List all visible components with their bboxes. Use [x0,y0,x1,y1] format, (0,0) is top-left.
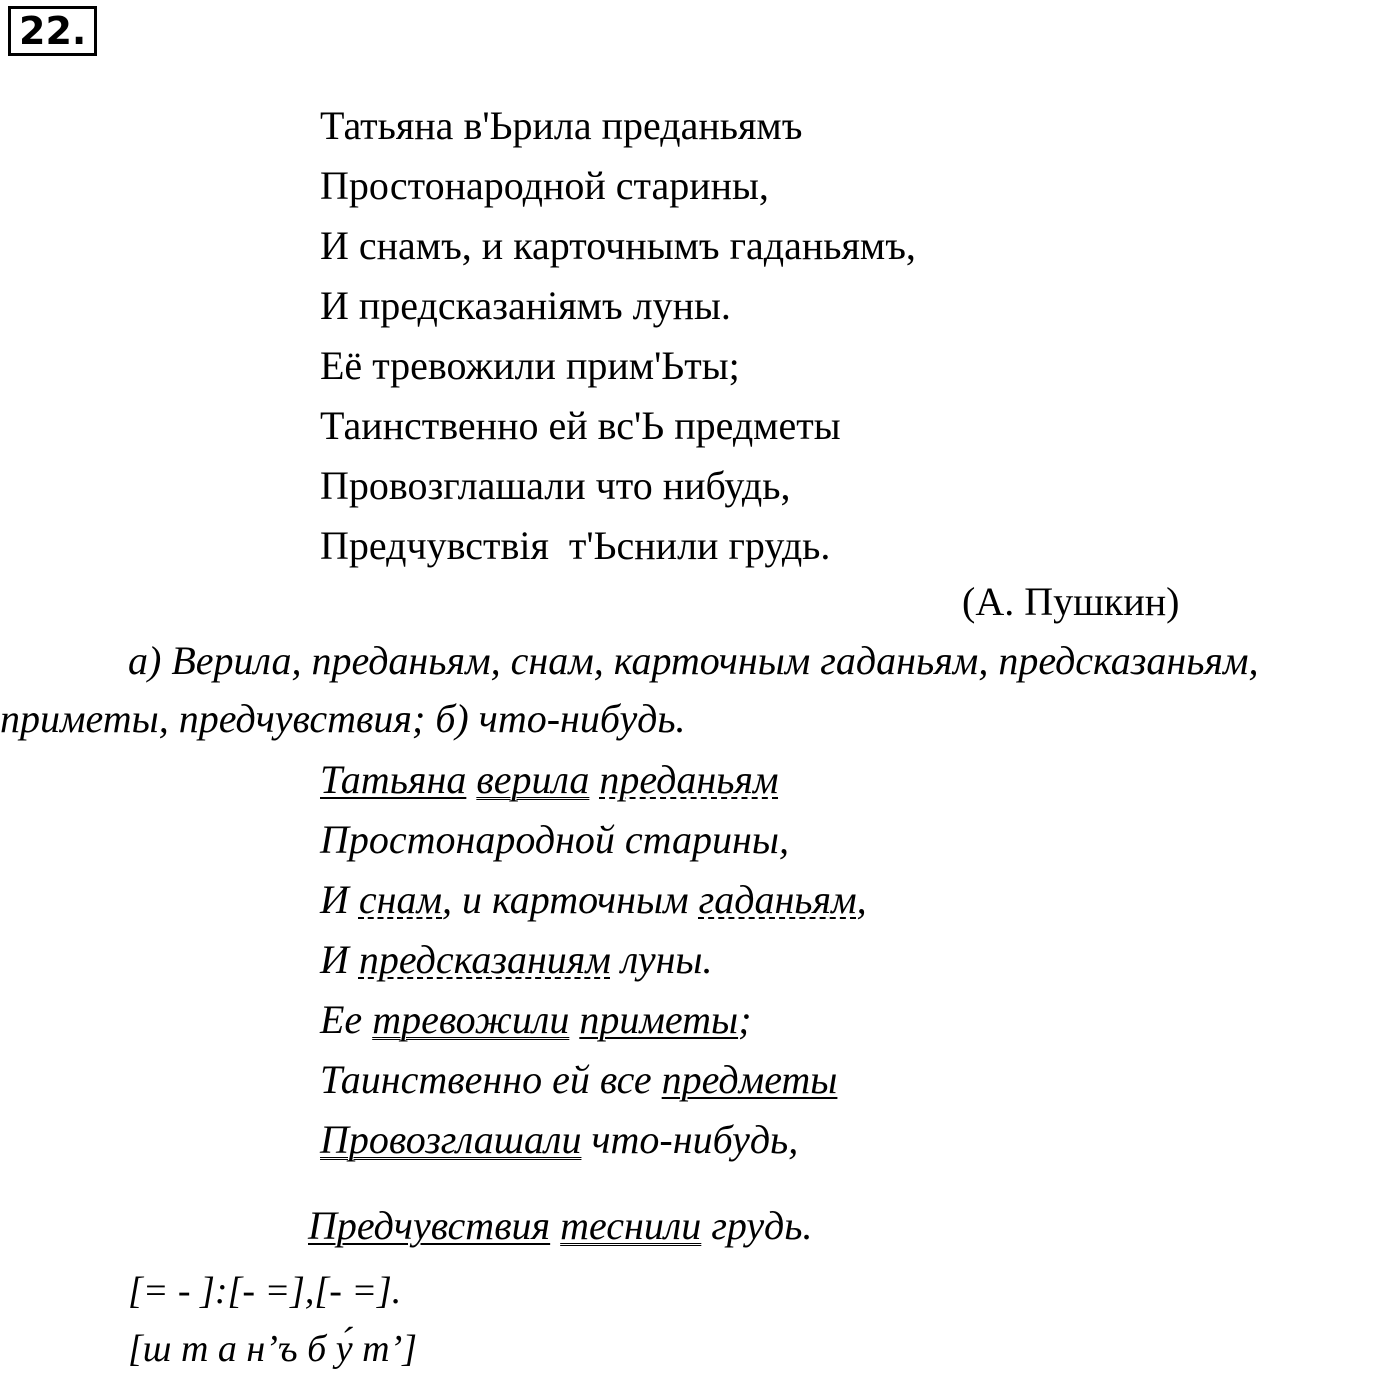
poem-line: И снамъ, и карточнымъ гаданьямъ, [320,223,916,268]
parsed-line [320,930,867,990]
sentence-scheme [128,1262,417,1378]
transcription-line: [ш т а н’ъ б у́ т’] [128,1328,418,1370]
plain-text: грудь. [701,1203,813,1248]
object-word: снам [358,877,443,922]
object-word: преданьям [599,757,779,802]
plain-text: что-нибудь, [581,1117,799,1162]
predicate-word: верила [476,757,590,802]
plain-text: ; [738,997,752,1042]
plain-text: луны. [610,937,713,982]
predicate-word: теснили [560,1203,702,1248]
poem-line: И предсказаніямъ луны. [320,283,731,328]
subject-word: Предчувствия [308,1203,551,1248]
subject-word: Татьяна [320,757,467,802]
space [589,757,599,802]
plain-text: , и карточным [442,877,699,922]
predicate-word: Провозглашали [320,1117,582,1162]
parsed-line [320,1050,867,1110]
exercise-number: 22. [8,6,97,56]
parsed-line [320,810,867,870]
poem-line: Её тревожили прим'Ьты; [320,343,740,388]
poem-line: Татьяна в'Ьрила преданьямъ [320,103,803,148]
object-word: предсказаниям [358,937,611,982]
parsed-line [320,1110,867,1170]
plain-text: , [856,877,867,922]
parsed-line [320,990,867,1050]
answer-line: приметы, предчувствия; б) что-нибудь. [0,696,686,741]
space [466,757,476,802]
answer-line: а) Верила, преданьям, снам, карточным гаданьям, предсказаньям, [128,638,1259,683]
poem-line: Провозглашали что нибудь, [320,463,791,508]
plain-text: И [320,877,359,922]
scheme-line: [= - ]:[- =],[- =]. [128,1270,402,1312]
poem-line: Простонародной старины, [320,163,769,208]
plain-text: Простонародной старины, [320,817,789,862]
poem-original [320,96,916,576]
space [550,1203,560,1248]
space [569,997,579,1042]
predicate-word: тревожили [372,997,570,1042]
poem-line: Предчувствія т'Ьснили грудь. [320,523,831,568]
parsed-poem [308,750,867,1248]
parsed-line [320,750,867,810]
subject-word: предметы [661,1057,838,1102]
plain-text: И [320,937,359,982]
plain-text: Таинственно ей все [320,1057,662,1102]
poem-author: (А. Пушкин) [962,579,1180,624]
subject-word: приметы [579,997,739,1042]
poem-line: Таинственно ей вс'Ь предметы [320,403,841,448]
answer-text [0,632,1400,748]
parsed-line [308,1196,812,1256]
parsed-line [320,870,867,930]
plain-text: Ее [320,997,373,1042]
object-word: гаданьям [698,877,857,922]
